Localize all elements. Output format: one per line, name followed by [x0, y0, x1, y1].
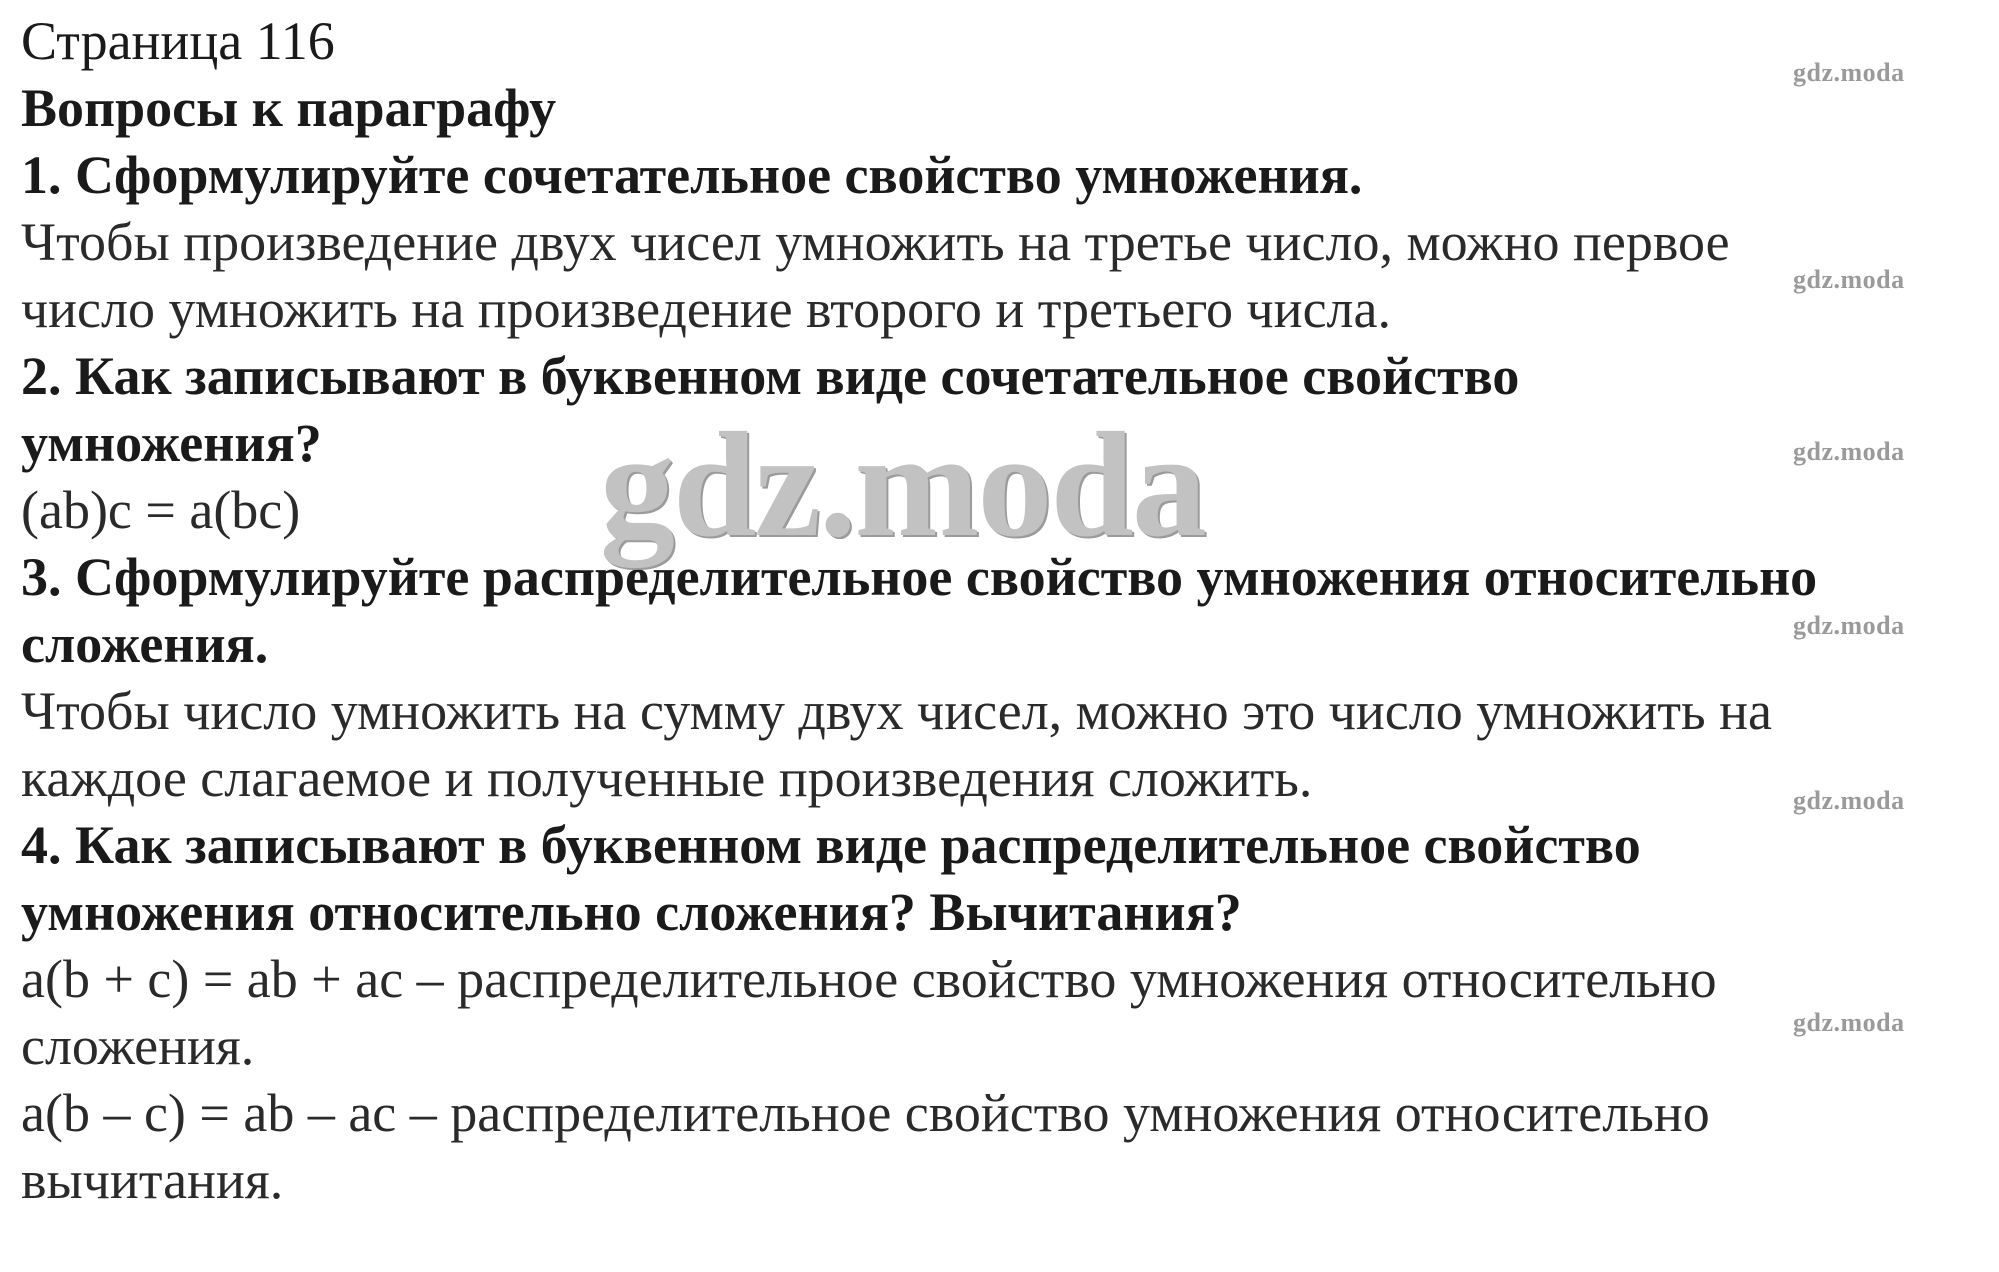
question-3-line-2: сложения. — [21, 614, 269, 674]
answer-4-line-4: вычитания. — [21, 1150, 284, 1210]
watermark-small-3: gdz.moda — [1793, 437, 1905, 466]
answer-1-line-1: Чтобы произведение двух чисел умножить на третье число, можно первое — [21, 212, 1730, 272]
page-header: Страница 116 — [21, 11, 335, 71]
watermark-small-6: gdz.moda — [1793, 1008, 1905, 1037]
section-title: Вопросы к параграфу — [21, 78, 557, 138]
question-4-line-2: умножения относительно сложения? Вычитания? — [21, 882, 1242, 942]
answer-4-line-1: a(b + c) = ab + ac – распределительное свойство умножения относительно — [21, 949, 1717, 1009]
watermark-small-5: gdz.moda — [1793, 786, 1905, 815]
watermark-small-4: gdz.moda — [1793, 611, 1905, 640]
answer-1-line-2: число умножить на произведение второго и третьего числа. — [21, 279, 1391, 339]
watermark-small-2: gdz.moda — [1793, 265, 1905, 294]
question-2-line-2: умножения? — [21, 413, 322, 473]
answer-4-line-3: a(b – c) = ab – ac – распределительное свойство умножения относительно — [21, 1083, 1710, 1143]
answer-2-formula: (ab)c = a(bc) — [21, 480, 301, 540]
question-block-4 — [21, 812, 1996, 1214]
watermark-large: gdz.moda — [600, 402, 1205, 568]
question-block-1 — [21, 142, 1996, 343]
watermark-small-1: gdz.moda — [1793, 58, 1905, 87]
question-block-3 — [21, 544, 1996, 812]
question-2-line-1: 2. Как записывают в буквенном виде сочетательное свойство — [21, 346, 1520, 406]
answer-4-line-2: сложения. — [21, 1016, 255, 1076]
question-1-text: 1. Сформулируйте сочетательное свойство умножения. — [21, 145, 1363, 205]
question-3-line-1: 3. Сформулируйте распределительное свойство умножения относительно — [21, 547, 1818, 607]
answer-3-line-1: Чтобы число умножить на сумму двух чисел, можно это число умножить на — [21, 681, 1773, 741]
document-page — [21, 8, 1996, 1214]
answer-3-line-2: каждое слагаемое и полученные произведения сложить. — [21, 748, 1313, 808]
question-4-line-1: 4. Как записывают в буквенном виде распределительное свойство — [21, 815, 1641, 875]
